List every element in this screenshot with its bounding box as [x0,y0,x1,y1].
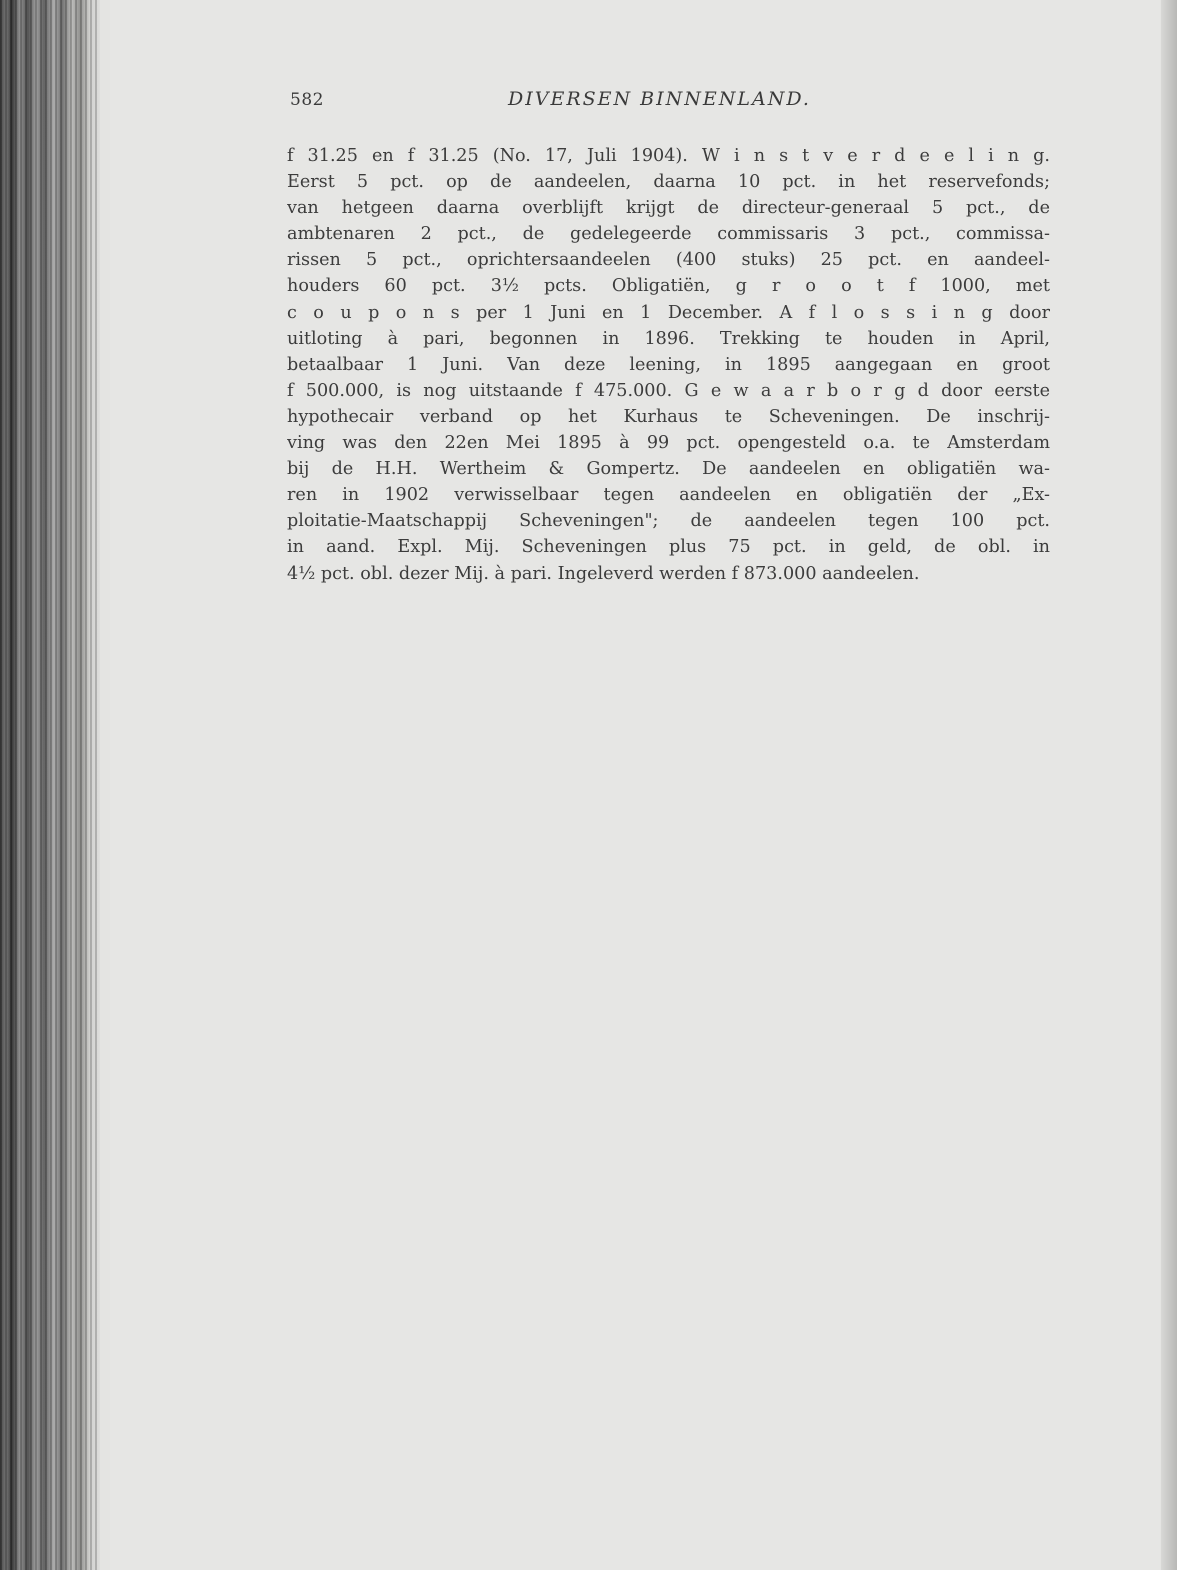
text-line: f 31.25 en f 31.25 (No. 17, Juli 1904). W i n s t v e r d e e l i n g. [287,146,1050,166]
text-line: 4½ pct. obl. dezer Mij. à pari. Ingeleverd werden f 873.000 aandeelen. [287,563,920,584]
page-header [290,90,1050,120]
text-line: rissen 5 pct., oprichtersaandeelen (400 stuks) 25 pct. en aandeel- [287,250,1050,271]
text-line: hypothecair verband op het Kurhaus te Scheveningen. De inschrij- [287,406,1050,427]
book-gutter [0,0,100,1570]
text-line: Eerst 5 pct. op de aandeelen, daarna 10 pct. in het reservefonds; [287,172,1050,193]
text-line: betaalbaar 1 Juni. Van deze leening, in 1895 aangegaan en groot [287,354,1050,375]
text-line: ving was den 22en Mei 1895 à 99 pct. opengesteld o.a. te Amsterdam [287,433,1050,454]
page-right-edge [1161,0,1177,1570]
page-number: 582 [290,90,324,110]
text-line: ploitatie-Maatschappij Scheveningen"; de aandeelen tegen 100 pct. [287,511,1050,532]
text-line: f 500.000, is nog uitstaande f 475.000. G e w a a r b o r g d door eerste [287,380,1050,401]
text-line: c o u p o n s per 1 Juni en 1 December. A f l o s s i n g door [287,302,1050,323]
text-line: uitloting à pari, begonnen in 1896. Trekking te houden in April, [287,328,1050,349]
text-line: ambtenaren 2 pct., de gedelegeerde commissaris 3 pct., commissa- [287,224,1050,245]
text-line: ren in 1902 verwisselbaar tegen aandeelen en obligatiën der „Ex- [287,485,1050,506]
body-paragraph [287,143,1050,587]
text-line: van hetgeen daarna overblijft krijgt de directeur-generaal 5 pct., de [287,198,1050,219]
running-title: DIVERSEN BINNENLAND. [508,88,811,110]
text-line: in aand. Expl. Mij. Scheveningen plus 75 pct. in geld, de obl. in [287,537,1050,558]
text-line: bij de H.H. Wertheim & Gompertz. De aandeelen en obligatiën wa- [287,459,1050,480]
text-line: houders 60 pct. 3½ pcts. Obligatiën, g r o o t f 1000, met [287,276,1050,297]
